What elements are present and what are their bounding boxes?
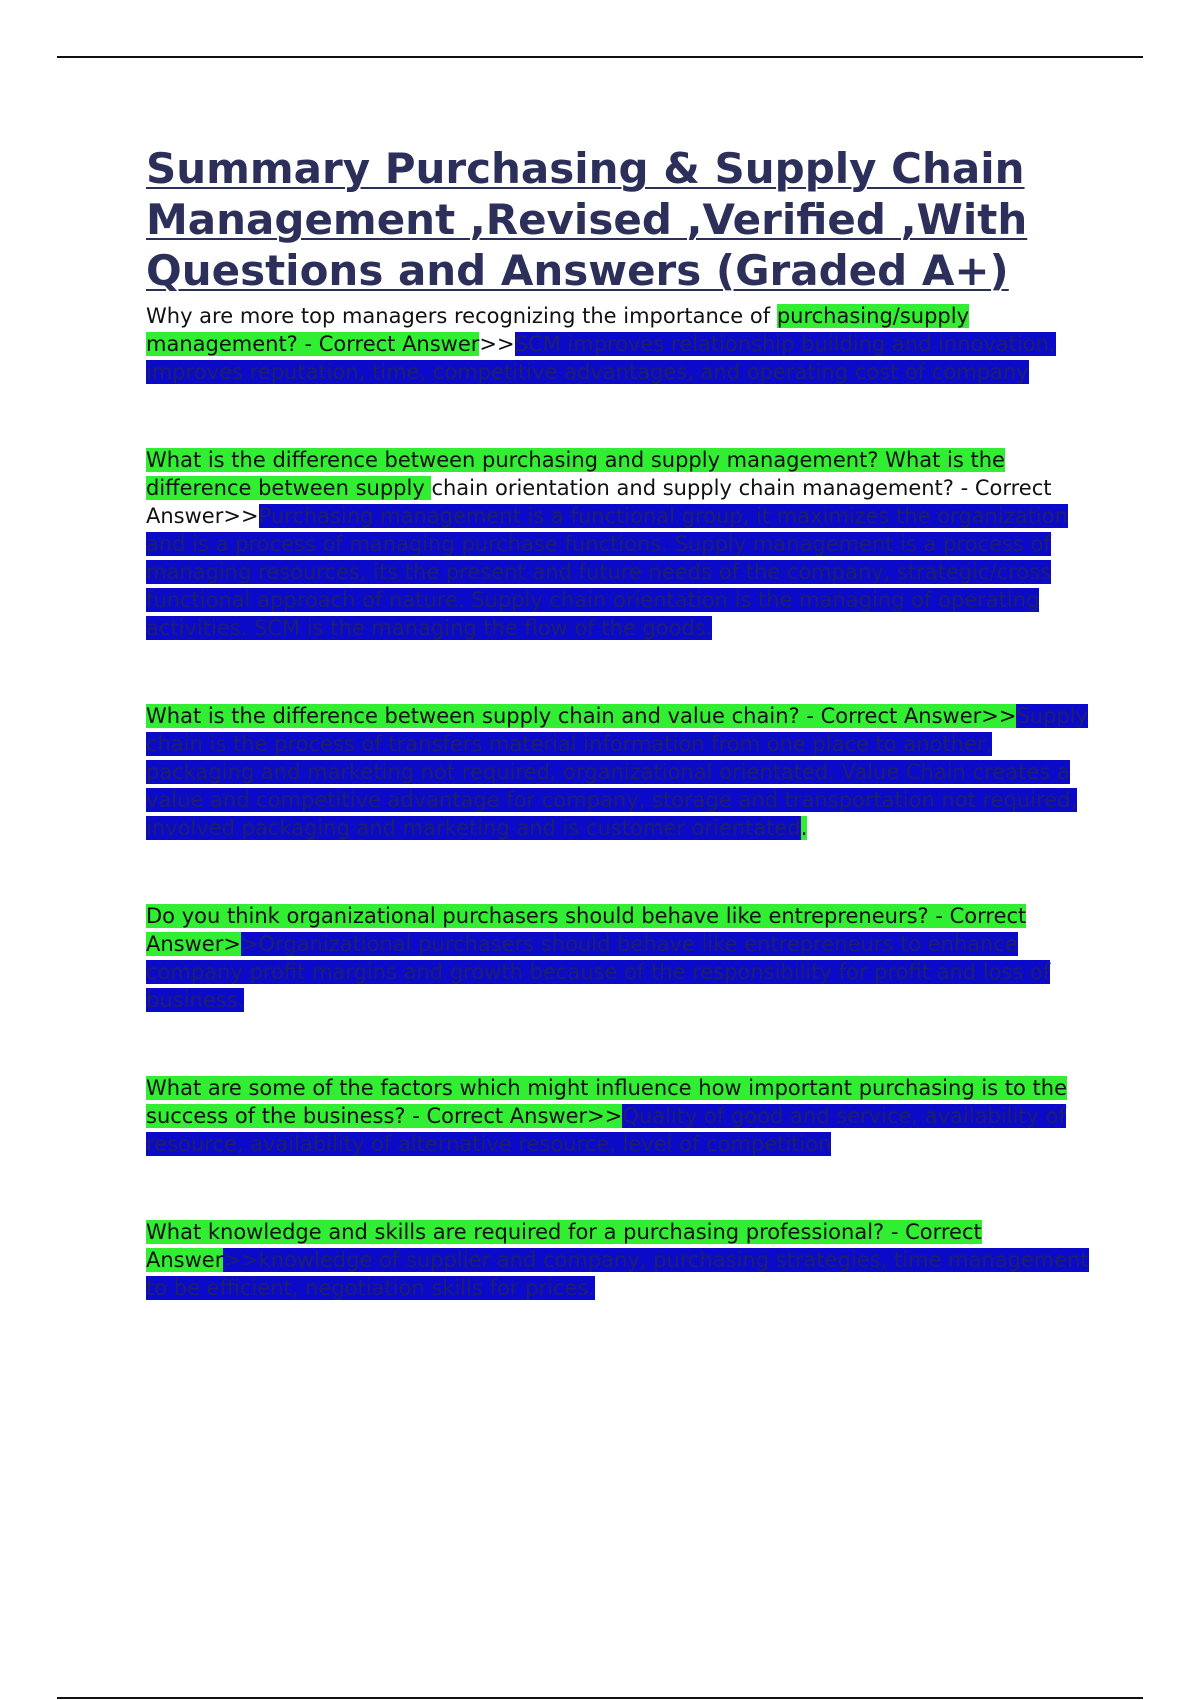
qa-question-segment: Do you think organizational purchasers should behave like entrepreneurs? - Correct Answer> [146,904,1027,956]
document-title: Summary Purchasing & Supply Chain Management ,Revised ,Verified ,With Questions and Answers (Graded A+) [146,144,1028,295]
qa-question-segment: What is the difference between supply chain and value chain? - Correct Answer>> [146,704,1017,728]
qa-item-5 [146,1074,1091,1158]
qa-answer-segment: Purchasing management is a functional group, it maximizes the organization and is a process of managing purchase functions. Supply management is a process of managing resources, its the present and future needs of the company, strategic/cross functional approach of nature. Supply chain orientation is the managing of operating activities. SCM is the managing the flow of the goods. [146,504,1068,640]
qa-question-segment: What are some of the factors which might influence how important purchasing is to the success of the business? - Correct Answer>> [146,1076,1067,1128]
qa-question-segment: What knowledge and skills are required for a purchasing professional? - Correct Answer [146,1220,982,1272]
qa-answer-segment: >Organizational purchasers should behave like entrepreneurs to enhance company profit margins and growth because of the responsibility for profit and loss of business. [146,932,1051,1012]
qa-text-segment: . [800,816,808,840]
qa-item-4 [146,902,1091,1014]
qa-answer-segment: >>knowledge of supplier and company, purchasing strategies, time management to be efficient, negotiation skills for prices. [146,1248,1089,1300]
header-rule [57,56,1143,58]
qa-item-1 [146,302,1091,386]
footer-rule [57,1697,1143,1699]
qa-item-6 [146,1218,1091,1302]
qa-answer-segment: Quality of good and service, availability of resource, availability of alternative resource, level of competition [146,1104,1066,1156]
qa-text-segment: >> [479,332,515,356]
qa-text-segment: chain orientation and supply chain management? - Correct Answer>> [146,476,1052,528]
qa-text-segment: purchasing/supply management? - Correct Answer [146,304,970,356]
qa-text-segment: Why are more top managers recognizing the importance of [146,304,777,328]
qa-item-2 [146,446,1091,642]
qa-answer-segment: Supply chain is the process of transfers material information from one place to another, packaging and marketing not required, organizational orientated. Value Chain creates a value and competitive advantage for company, storage and transportation not required, involved packaging and marketing and is customer orientated [146,704,1088,840]
qa-answer-segment: SCM improves relationship building and innovation, improves reputation, time, competitive advantages, and operating cost of company [146,332,1056,384]
qa-question-segment: What is the difference between purchasing and supply management? What is the difference between supply [146,448,1005,500]
document-body [146,143,1091,1302]
qa-item-3 [146,702,1091,842]
